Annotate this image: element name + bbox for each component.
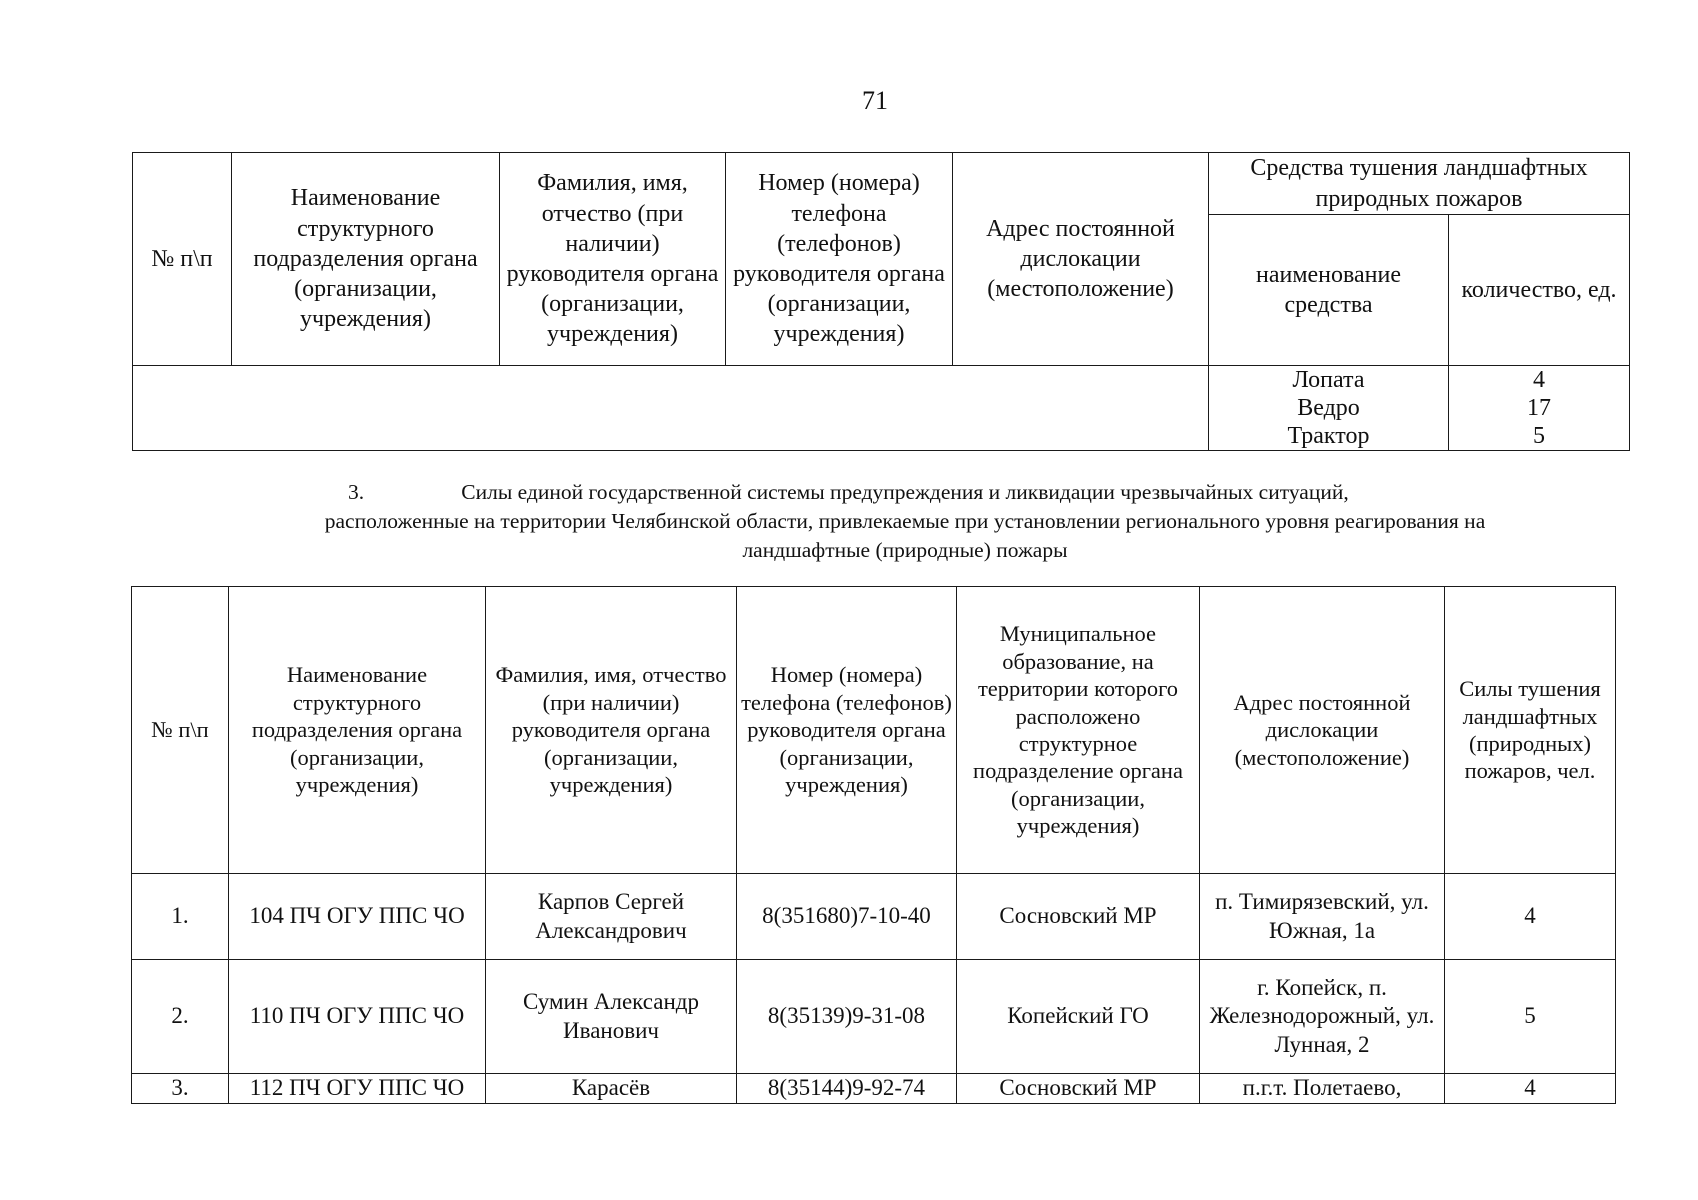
equipment-names <box>1209 366 1449 451</box>
table2-header-municipality: Муниципальное образование, на территории которого расположено структурное подразделение органа (организации, учреждения) <box>957 587 1200 874</box>
table-row <box>132 1074 1616 1104</box>
table-row <box>132 874 1616 960</box>
row-unit: 104 ПЧ ОГУ ППС ЧО <box>229 874 486 960</box>
section-heading <box>246 478 1564 565</box>
row-municipality: Сосновский МР <box>957 874 1200 960</box>
row-address: г. Копейск, п. Железнодорожный, ул. Лунная, 2 <box>1200 960 1445 1074</box>
table1-header-means-qty: количество, ед. <box>1449 215 1630 366</box>
table2-header-forces: Силы тушения ландшафтных (природных) пожаров, чел. <box>1445 587 1616 874</box>
section-number: 3. <box>348 480 365 504</box>
table2-header-phone: Номер (номера) телефона (телефонов) руководителя органа (организации, учреждения) <box>737 587 957 874</box>
table1-header-head: Фамилия, имя, отчество (при наличии) руководителя органа (организации, учреждения) <box>500 153 726 366</box>
section-title-line3: ландшафтные (природные) пожары <box>742 538 1068 562</box>
table1-header-unit: Наименование структурного подразделения органа (организации, учреждения) <box>232 153 500 366</box>
table1-equipment-row <box>133 366 1630 451</box>
row-address: п.г.т. Полетаево, <box>1200 1074 1445 1104</box>
table2-header-row <box>132 587 1616 874</box>
table1-header-means-name: наименование средства <box>1209 215 1449 366</box>
row-phone: 8(351680)7-10-40 <box>737 874 957 960</box>
section-title-line1: Силы единой государственной системы предупреждения и ликвидации чрезвычайных ситуаций, <box>461 480 1349 504</box>
table1-header-address: Адрес постоянной дислокации (местоположение) <box>953 153 1209 366</box>
equipment-qty: 4 <box>1533 367 1545 393</box>
row-address: п. Тимирязевский, ул. Южная, 1а <box>1200 874 1445 960</box>
page-number: 71 <box>862 86 888 115</box>
equipment-qty: 17 <box>1527 395 1551 421</box>
row-municipality: Копейский ГО <box>957 960 1200 1074</box>
equipment-name: Трактор <box>1287 423 1370 449</box>
row-forces: 4 <box>1445 874 1616 960</box>
table1-header-row <box>133 153 1630 215</box>
row-phone: 8(35144)9-92-74 <box>737 1074 957 1104</box>
table2-header-unit: Наименование структурного подразделения органа (организации, учреждения) <box>229 587 486 874</box>
section-title-line2: расположенные на территории Челябинской области, привлекаемые при установлении регионального уровня реагирования на <box>324 509 1486 533</box>
equipment-quantities <box>1449 366 1630 451</box>
row-head: Карасёв <box>486 1074 737 1104</box>
equipment-name: Ведро <box>1297 395 1360 421</box>
row-num: 1. <box>132 874 229 960</box>
table2-header-address: Адрес постоянной дислокации (местоположение) <box>1200 587 1445 874</box>
equipment-name: Лопата <box>1292 367 1365 393</box>
row-head: Сумин Александр Иванович <box>486 960 737 1074</box>
row-forces: 4 <box>1445 1074 1616 1104</box>
row-num: 3. <box>132 1074 229 1104</box>
row-unit: 110 ПЧ ОГУ ППС ЧО <box>229 960 486 1074</box>
table-row <box>132 960 1616 1074</box>
equipment-qty: 5 <box>1533 423 1545 449</box>
table2-header-num: № п\п <box>132 587 229 874</box>
forces-table <box>131 586 1616 1104</box>
row-unit: 112 ПЧ ОГУ ППС ЧО <box>229 1074 486 1104</box>
table1-header-phone: Номер (номера) телефона (телефонов) руководителя органа (организации, учреждения) <box>726 153 953 366</box>
equipment-table <box>132 152 1630 451</box>
row-phone: 8(35139)9-31-08 <box>737 960 957 1074</box>
section-heading-line1 <box>246 478 1564 507</box>
row-forces: 5 <box>1445 960 1616 1074</box>
table2-header-head: Фамилия, имя, отчество (при наличии) руководителя органа (организации, учреждения) <box>486 587 737 874</box>
table1-header-num: № п\п <box>133 153 232 366</box>
row-head: Карпов Сергей Александрович <box>486 874 737 960</box>
row-num: 2. <box>132 960 229 1074</box>
row-municipality: Сосновский МР <box>957 1074 1200 1104</box>
table1-empty-cell <box>133 366 1209 451</box>
table1-header-means-group: Средства тушения ландшафтных природных пожаров <box>1209 153 1630 215</box>
